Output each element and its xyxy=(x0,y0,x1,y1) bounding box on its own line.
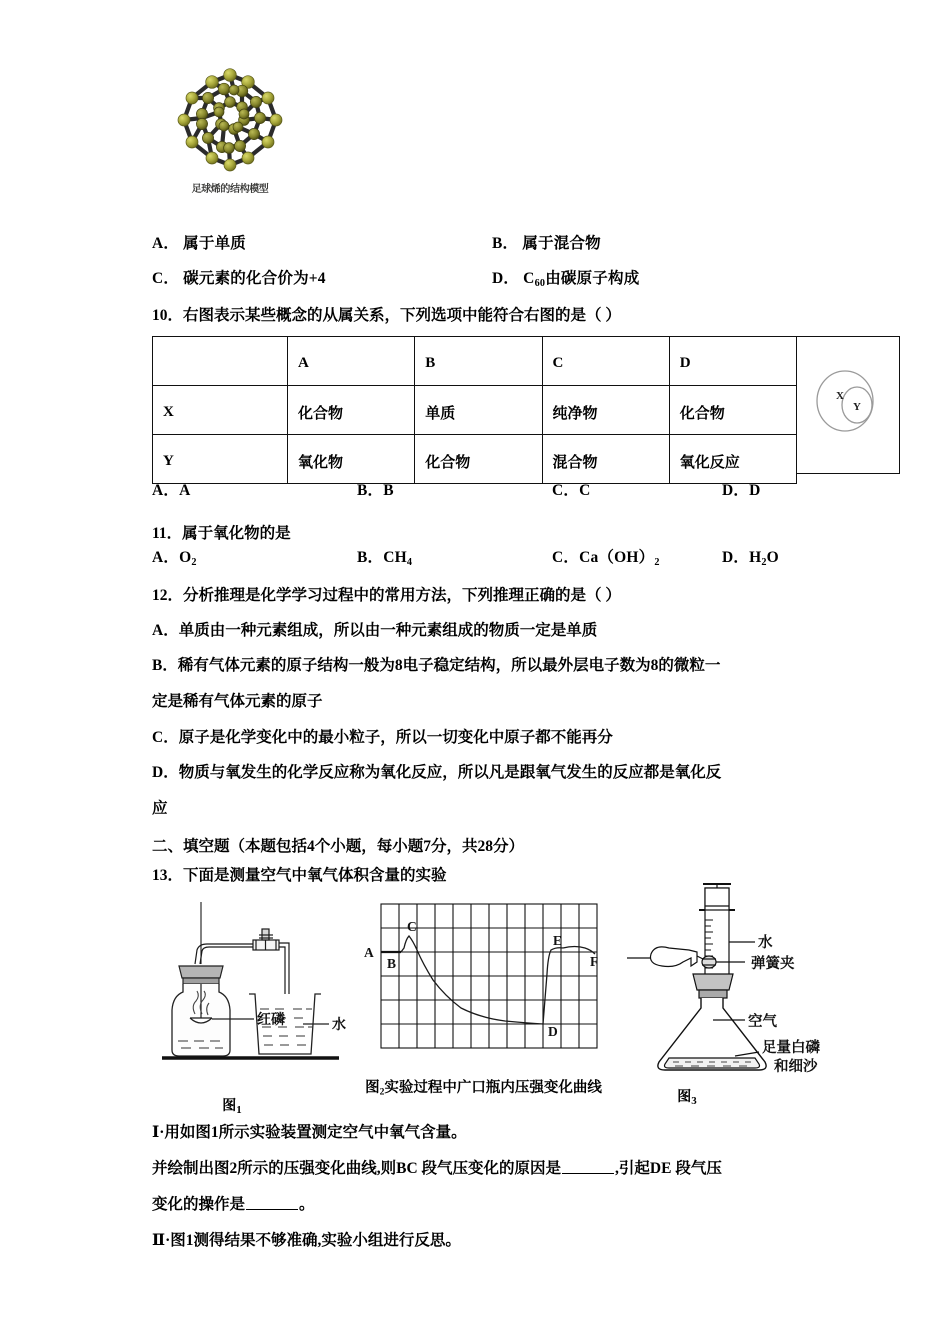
figure-1 xyxy=(157,902,352,1116)
chart-point-label-e: E xyxy=(553,933,563,948)
q11-option-c: C．$Ca(OH)_2$ xyxy=(552,549,660,568)
q10-option-d: D．D xyxy=(722,482,761,499)
figure-3-label-spring-clip: 弹簧夹 xyxy=(751,956,795,972)
q9-option-d: D． $C_{60}$由碳原子构成 xyxy=(492,270,640,289)
table-row xyxy=(153,386,797,435)
q12-option-b-cont: 定是稀有气体元素的原子 xyxy=(152,693,323,710)
row-label-x: X xyxy=(153,386,288,435)
venn-label-y: Y xyxy=(853,401,861,413)
answer-blank-bc[interactable] xyxy=(562,1159,614,1174)
figure-1-apparatus-icon xyxy=(157,902,352,1087)
venn-diagram-cell xyxy=(797,336,900,474)
figure-3-label-air: 空气 xyxy=(748,1014,777,1030)
q12-option-a: A．单质由一种元素组成，所以由一种元素组成的物质一定是单质 xyxy=(152,622,598,639)
q9-option-a: A． 属于单质 xyxy=(152,235,246,252)
cell-x-d: 化合物 xyxy=(669,386,796,435)
fullerene-figure xyxy=(172,62,292,212)
chart-point-label-a: A xyxy=(364,945,374,960)
table-header-a: A xyxy=(288,337,415,386)
q13-part1: Ⅰ·用如图1所示实验装置测定空气中氧气含量。 xyxy=(152,1124,467,1141)
q12-option-c: C．原子是化学变化中的最小粒子，所以一切变化中原子都不能再分 xyxy=(152,729,613,746)
q10-concept-table xyxy=(152,336,797,484)
q10-option-a: A．A xyxy=(152,482,191,499)
figure-3-label-phosphorus-1: 足量白磷 xyxy=(762,1040,820,1056)
q13-stem: 13．下面是测量空气中氧气体积含量的实验 xyxy=(152,867,447,884)
figure-3-caption: 图$_3$ xyxy=(677,1090,697,1108)
cell-y-d: 氧化反应 xyxy=(669,435,796,484)
fullerene-caption: 足球烯的结构模型 xyxy=(191,184,269,195)
chart-segment-bcd xyxy=(401,936,543,1024)
figure-3 xyxy=(617,880,852,1107)
chart-point-label-f: F xyxy=(590,954,599,969)
q11-stem: 11．属于氧化物的是 xyxy=(152,525,291,542)
q13-part3: 变化的操作是 。 xyxy=(152,1196,315,1213)
q12-option-b: B．稀有气体元素的原子结构一般为8电子稳定结构，所以最外层电子数为8的微粒一 xyxy=(152,657,721,674)
cell-y-c: 混合物 xyxy=(542,435,669,484)
experiment-figures xyxy=(152,880,852,1115)
chart-point-label-b: B xyxy=(387,956,397,971)
pressure-curve-chart xyxy=(357,898,610,1070)
answer-blank-de[interactable] xyxy=(246,1195,298,1210)
section2-heading: 二、填空题（本题包括4个小题，每小题7分，共28分） xyxy=(152,838,525,855)
table-header-blank xyxy=(153,337,288,386)
table-header-d: D xyxy=(669,337,796,386)
q11-option-a: A．$O_2$ xyxy=(152,549,197,568)
figure-1-label-water: 水 xyxy=(332,1016,346,1032)
cell-x-b: 单质 xyxy=(415,386,542,435)
q9-option-c: C． 碳元素的化合价为+4 xyxy=(152,270,326,287)
figure-3-label-phosphorus-2: 和细沙 xyxy=(774,1059,818,1075)
fullerene-model-icon xyxy=(172,62,288,178)
q9-option-b: B． 属于混合物 xyxy=(492,235,601,252)
q12-option-d: D．物质与氧发生的化学反应称为氧化反应，所以凡是跟氧气发生的反应都是氧化反 xyxy=(152,764,722,781)
table-row xyxy=(153,435,797,484)
chart-segment-de xyxy=(543,948,563,1024)
q10-stem: 10．右图表示某些概念的从属关系，下列选项中能符合右图的是（ ） xyxy=(152,307,621,324)
q12-option-d-cont: 应 xyxy=(152,800,168,817)
q11-option-d: D．$H_2O$ xyxy=(722,549,779,568)
table-header-b: B xyxy=(415,337,542,386)
figure-3-apparatus-icon xyxy=(617,880,852,1085)
figure-2-chart xyxy=(357,898,610,1098)
table-header-c: C xyxy=(542,337,669,386)
venn-diagram-icon xyxy=(811,365,883,437)
table-header-row xyxy=(153,337,797,386)
figure-1-label-red-phosphorus: 红磷 xyxy=(257,1011,285,1027)
q10-option-b: B．B xyxy=(357,482,394,499)
figure-2-caption: 图$_2$实验过程中广口瓶内压强变化曲线 xyxy=(365,1080,602,1098)
chart-point-label-c: C xyxy=(407,919,417,934)
cell-y-a: 氧化物 xyxy=(288,435,415,484)
figure-3-label-water: 水 xyxy=(758,935,773,951)
q13-part2: 并绘制出图2所示的压强变化曲线,则BC 段气压变化的原因是 ,引起DE 段气压 xyxy=(152,1160,722,1177)
venn-label-x: X xyxy=(836,390,844,402)
chart-point-label-d: D xyxy=(548,1024,558,1039)
q13-part4: Ⅱ·图1测得结果不够准确,实验小组进行反思。 xyxy=(152,1232,461,1249)
cell-x-a: 化合物 xyxy=(288,386,415,435)
q11-option-b: B．$CH_4$ xyxy=(357,549,413,568)
cell-x-c: 纯净物 xyxy=(542,386,669,435)
q10-option-c: C．C xyxy=(552,482,591,499)
cell-y-b: 化合物 xyxy=(415,435,542,484)
figure-1-caption: 图$_1$ xyxy=(222,1099,242,1117)
q12-stem: 12．分析推理是化学学习过程中的常用方法，下列推理正确的是（ ） xyxy=(152,587,621,604)
row-label-y: Y xyxy=(153,435,288,484)
